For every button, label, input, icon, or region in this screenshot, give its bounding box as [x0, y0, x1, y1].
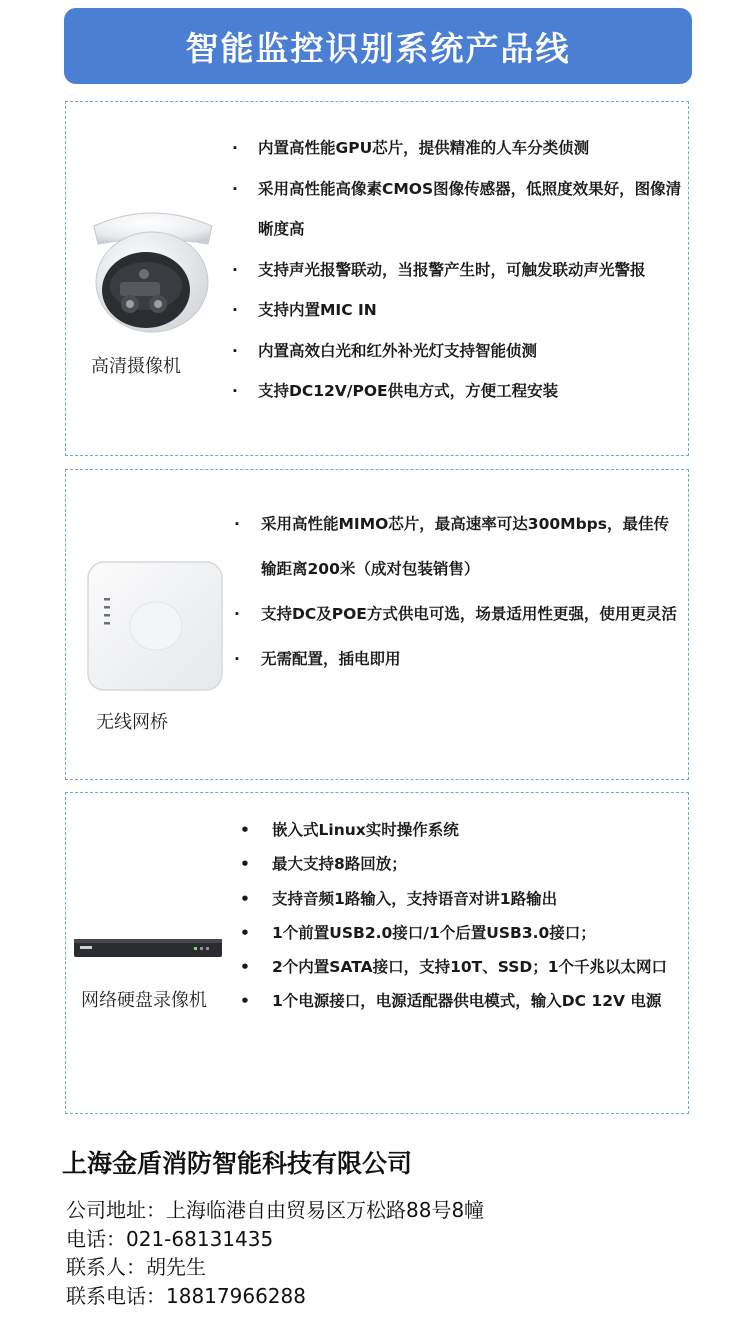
product-label-camera: 高清摄像机 — [91, 356, 181, 377]
feature-item: • 1个电源接口，电源适配器供电模式，输入DC 12V 电源 — [240, 992, 662, 1011]
feature-list-camera — [232, 128, 686, 412]
feature-item: • 嵌入式Linux实时操作系统 — [240, 821, 459, 839]
contact-person: 联系人：胡先生 — [66, 1255, 206, 1279]
feature-list-nvr — [240, 813, 676, 1019]
feature-item: · 支持DC12V/POE供电方式，方便工程安装 — [232, 382, 559, 400]
feature-item: · 支持内置MIC IN — [232, 301, 377, 319]
feature-item: · 内置高效白光和红外补光灯支持智能侦测 — [232, 341, 538, 360]
product-label-nvr: 网络硬盘录像机 — [81, 990, 207, 1011]
dome-camera-icon — [86, 204, 218, 334]
header-banner — [64, 8, 692, 84]
feature-item: • 2个内置SATA接口，支持10T、SSD；1个千兆以太网口 — [240, 958, 668, 977]
company-phone: 电话：021-68131435 — [66, 1226, 274, 1251]
company-name: 上海金盾消防智能科技有限公司 — [62, 1149, 413, 1178]
feature-item: · 采用高性能高像素CMOS图像传感器，低照度效果好，图像清晰度高 — [232, 179, 682, 238]
contact-mobile: 联系电话：18817966288 — [66, 1283, 306, 1308]
feature-item: • 最大支持8路回放； — [240, 855, 407, 874]
product-card-bridge — [65, 469, 689, 780]
feature-item: · 无需配置，插电即用 — [234, 650, 401, 668]
contact-info — [66, 1196, 484, 1310]
feature-item: · 内置高性能GPU芯片，提供精准的人车分类侦测 — [232, 139, 590, 157]
product-label-bridge: 无线网桥 — [96, 712, 168, 733]
feature-item: • 1个前置USB2.0接口/1个后置USB3.0接口； — [240, 923, 596, 942]
feature-item: • 支持音频1路输入，支持语音对讲1路输出 — [240, 889, 558, 908]
product-card-nvr — [65, 792, 689, 1114]
feature-list-bridge — [234, 502, 681, 682]
company-address: 公司地址：上海临港自由贸易区万松路88号8幢 — [66, 1198, 485, 1222]
feature-item: · 支持声光报警联动，当报警产生时，可触发联动声光警报 — [232, 260, 646, 279]
nvr-device-icon — [74, 937, 222, 961]
page-title: 智能监控识别系统产品线 — [185, 28, 571, 68]
feature-item: · 支持DC及POE方式供电可选，场景适用性更强，使用更灵活 — [234, 605, 677, 623]
feature-item: · 采用高性能MIMO芯片，最高速率可达300Mbps，最佳传输距离200米（成对包装销售） — [234, 515, 669, 578]
wireless-bridge-icon — [86, 560, 226, 694]
product-card-camera — [65, 101, 689, 456]
